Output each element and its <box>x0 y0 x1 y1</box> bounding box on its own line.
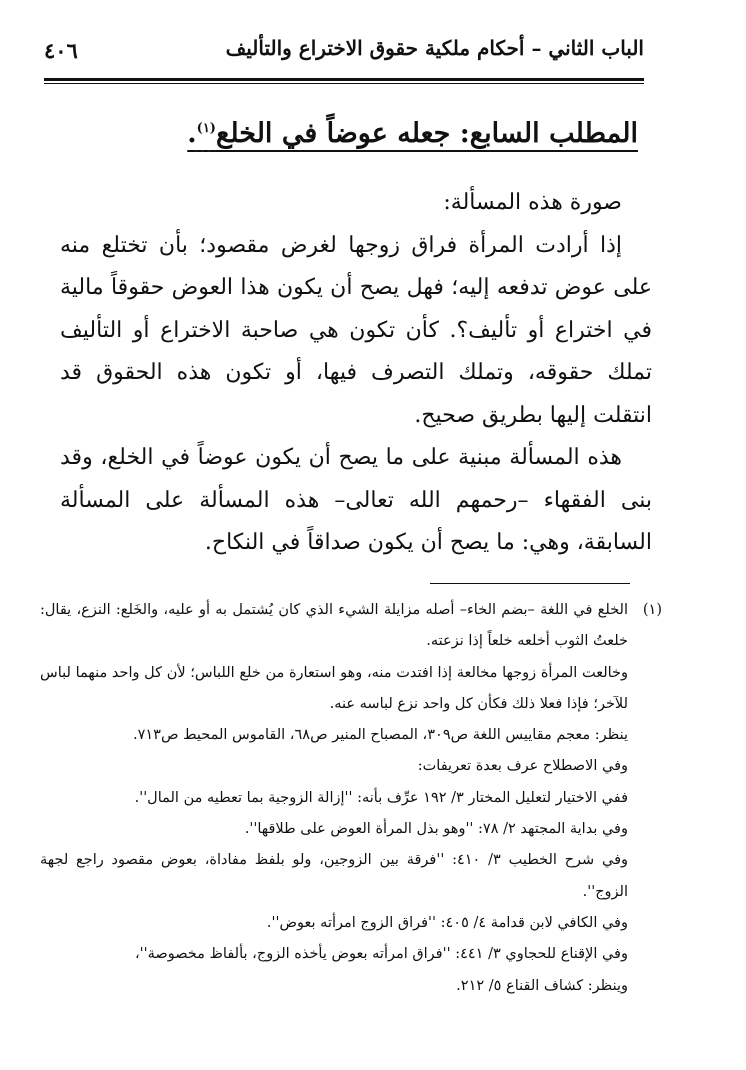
header-rule-thick <box>44 78 644 81</box>
section-title <box>187 118 638 149</box>
paragraph-question: إذا أرادت المرأة فراق زوجها لغرض مقصود؛ بأن تختلع منه على عوض تدفعه إليه؛ فهل يصح أن يكون هذا العوض حقوقاً مالية في اختراع أو تأليف؟. كأن تكون هي صاحبة الاختراع أو التأليف تملك حقوقه، وتملك التصرف فيها، أو تكون هذه الحقوق قد انتقلت إليها بطريق صحيح. <box>60 232 652 428</box>
main-text <box>60 182 652 565</box>
footnote-line: وفي شرح الخطيب ٣/ ٤١٠: ''فرقة بين الزوجين، ولو بلفظ مفاداة، بعوض مقصود راجع لجهة الزوج''. <box>40 852 629 900</box>
footnote-line: وينظر: كشاف القناع ٥/ ٢١٢. <box>456 977 628 994</box>
chapter-title: الباب الثاني – أحكام ملكية حقوق الاختراع والتأليف <box>225 36 644 60</box>
header-rule-thin <box>44 83 644 84</box>
footnote-line: الخلع في اللغة –بضم الخاء– أصله مزايلة الشيء الذي كان يُشتمل به أو عليه، والخَلع: النزع، يقال: خلعتُ الثوب أخلعه خلعاً إذا نزعته. <box>40 602 628 650</box>
footnote-line: ففي الاختيار لتعليل المختار ٣/ ١٩٢ عرِّف بأنه: ''إزالة الزوجية بما تعطيه من المال''. <box>134 789 628 806</box>
footnote-separator <box>430 583 630 584</box>
footnote-ref[interactable]: (١) <box>196 121 216 136</box>
footnote-item <box>40 595 662 1002</box>
paragraph-basis: هذه المسألة مبنية على ما يصح أن يكون عوضاً في الخلع، وقد بنى الفقهاء –رحمهم الله تعالى– هذه المسألة على المسألة السابقة، وهي: ما يصح أن يكون صداقاً في النكاح. <box>60 445 652 555</box>
section-title-text: المطلب السابع: جعله عوضاً في الخلع <box>215 118 638 149</box>
footnote-line: وفي الاصطلاح عرف بعدة تعريفات: <box>417 758 628 775</box>
page-number: ٤٠٦ <box>44 38 78 63</box>
footnote-body <box>40 595 628 1002</box>
footnote-line: وفي الإقناع للحجاوي ٣/ ٤٤١: ''فراق امرأته بعوض يأخذه الزوج، بألفاظ مخصوصة''، <box>134 946 628 963</box>
footnote-line: وفي الكافي لابن قدامة ٤/ ٤٠٥: ''فراق الزوج امرأته بعوض''. <box>266 914 628 931</box>
footnote-number: (١) <box>642 602 662 618</box>
footnote-line: ينظر: معجم مقاييس اللغة ص٣٠٩، المصباح المنير ص٦٨، القاموس المحيط ص٧١٣. <box>132 727 628 744</box>
running-header <box>44 28 644 72</box>
section-title-tail: . <box>187 118 197 149</box>
footnote-line: وخالعت المرأة زوجها مخالعة إذا افتدت منه، وهو استعارة من خلع اللباس؛ لأن كل واحد منهما لباس للآخر؛ فإذا فعلا ذلك فكأن كل واحد نزع لباسه عنه. <box>40 664 628 712</box>
footnotes <box>40 595 662 1002</box>
paragraph-intro: صورة هذه المسألة: <box>443 190 622 215</box>
footnote-line: وفي بداية المجتهد ٢/ ٧٨: ''وهو بذل المرأة العوض على طلاقها''. <box>244 821 628 838</box>
